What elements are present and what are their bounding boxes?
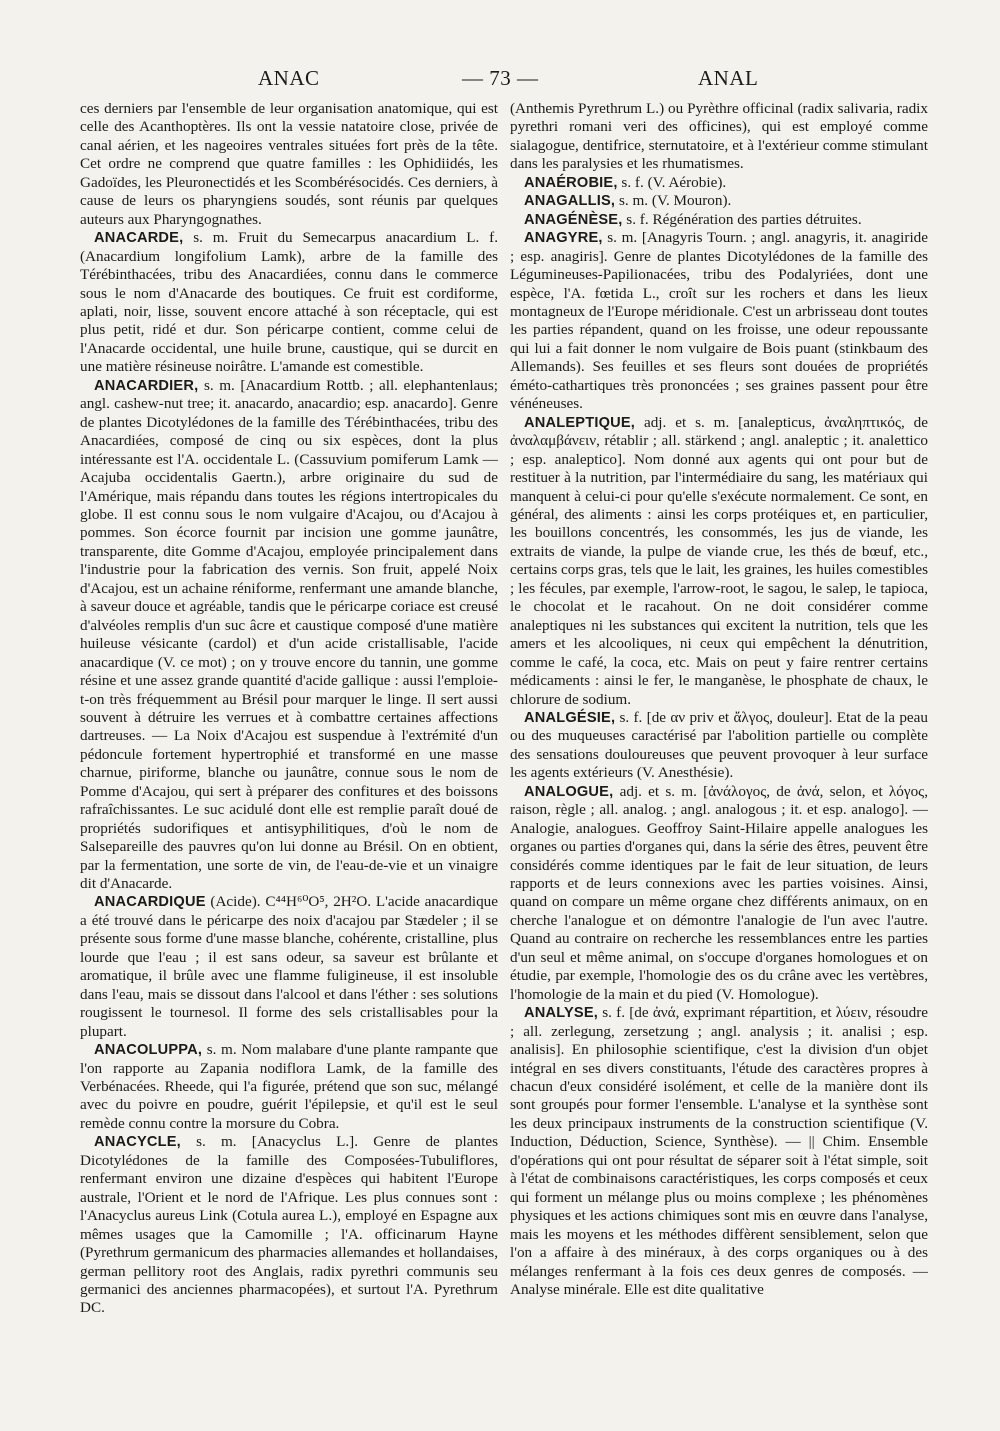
- header-right-guideword: ANAL: [698, 66, 759, 90]
- entry-text: s. f. [de αν priv et ἄλγος, douleur]. Etat de la peau ou des muqueuses caractérisé par l'abolition partielle ou complète des sensations douloureuses que peuvent provoquer à leur surface les agents extérieurs (V. Anesthésie).: [510, 708, 928, 782]
- dictionary-entry: [510, 211, 928, 229]
- dictionary-entry: [510, 174, 928, 192]
- entry-headword: ANAÉROBIE,: [524, 174, 618, 191]
- entry-text: adj. et s. m. [ἀνάλογος, de ἀνά, selon, et λόγος, raison, règle ; all. analog. ; angl. analogous ; it. et esp. analogo]. — Analogie, analogues. Geoffroy Saint-Hilaire appelle analogues les organes ou parties d'organes qui, dans la série des êtres, peuvent être considérés comme identiques par le fait de leur situation, de leurs rapports et de leurs connexions avec les parties voisines. Ainsi, quand on compare un même organe chez différents animaux, on en cherche l'analogue et on démontre l'analogie de l'un avec l'autre. Quand au contraire on recherche les ressemblances entre les parties d'un seul et même animal, on s'occupe d'organes homologues et on étudie, par exemple, l'homologie des os du crâne avec les vertèbres, l'homologie de la main et du pied (V. Homologue).: [510, 782, 928, 1003]
- entry-text: s. m. Nom malabare d'une plante rampante que l'on rapporte au Zapania nodiflora Lamk, de la famille des Verbénacées. Rheede, qui l'a figurée, prétend que son suc, mélangé avec du poivre en poudre, guérit l'épilepsie, et qu'il est le seul remède connu contre la morsure du Cobra.: [80, 1041, 498, 1132]
- entry-headword: ANALEPTIQUE,: [524, 414, 636, 431]
- entry-text: s. m. (V. Mouron).: [618, 192, 732, 210]
- entry-text: s. m. [Anacardium Rottb. ; all. elephantenlaus; angl. cashew-nut tree; it. anacardo, anacardio; esp. anacardo]. Genre de plantes Dicotylédones de la famille des Térébinthacées, tribu des Anacardiées, composé de cinq ou six espèces, dont la plus intéressante est l'A. occidentale L. (Cassuvium pomiferum Lamk — Acajuba occidentalis Gaertn.), arbre originaire du sud de l'Amérique, mais répandu dans toutes les régions intertropicales du globe. Il est connu sous le nom vulgaire d'Acajou, ou d'Acajou à pommes. Son écorce fournit par incision une gomme jaunâtre, transparente, dite Gomme d'Acajou, employée principalement dans l'industrie pour la fabrication des vernis. Son fruit, appelé Noix d'Acajou, est un achaine réniforme, renfermant une amande blanche, à saveur douce et agréable, tandis que le péricarpe coriace est creusé d'alvéoles remplis d'un suc âcre et caustique composé d'une matière huileuse vésicante (cardol) et d'un acide cristallisable, l'acide anacardique (V. ce mot) ; on y trouve encore du tannin, une gomme résine et une assez grande quantité d'acide gallique : aussi l'emploie-t-on très fréquemment au Brésil pour marquer le linge. Il sert aussi souvent à détruire les verrues et à combattre certaines affections dartreuses. — La Noix d'Acajou est suspendue à l'extrémité d'un pédoncule fortement hypertrophié et transformé en une masse charnue, piriforme, blanche ou jaunâtre, connue sous le nom de Pomme d'Acajou, qui sert à préparer des confitures et des boissons rafraîchissantes. Le suc acidulé dont elle est remplie paraît doué de propriétés sudorifiques et antisyphilitiques, d'où le nom de Salsepareille des pauvres qu'on lui donne au Brésil. On en obtient, par la fermentation, une sorte de vin, de l'eau-de-vie et un vinaigre dit d'Anacarde.: [80, 376, 498, 893]
- dictionary-entry: [80, 1041, 498, 1133]
- dictionary-entry: [510, 1004, 928, 1299]
- entry-text: s. m. [Anagyris Tourn. ; angl. anagyris, it. anagiride ; esp. anagiris]. Genre de plantes Dicotylédones de la famille des Légumineuses-Papilionacées, tribu des Podalyriées, dont une espèce, l'A. fœtida L., croît sur les rochers et dans les lieux montagneux de l'Europe méridionale. C'est un arbrisseau dont toutes les parties répandent, quand on les froisse, une odeur repoussante qui lui a fait donner le nom vulgaire de Bois puant (stinkbaum des Allemands). Ses feuilles et ses fleurs sont douées de propriétés éméto-cathartiques très prononcées ; ses graines passent pour être vénéneuses.: [510, 229, 928, 413]
- entry-text: s. f. Régénération des parties détruites.: [626, 210, 862, 228]
- entry-text: (Acide). C⁴⁴H⁶⁰O⁵, 2H²O. L'acide anacardique a été trouvé dans le péricarpe des noix d'acajou par Stædeler ; il se présente sous forme d'une masse blanche, cohérente, cristalline, plus lourde que l'eau ; il est sans odeur, sa saveur est brûlante et aromatique, il brûle avec une flamme fuligineuse, il est insoluble dans l'eau, mais se dissout dans l'alcool et dans l'éther : ses solutions rougissent le tournesol. Il forme des sels cristallisables pour la plupart.: [80, 893, 498, 1040]
- entry-headword: ANACARDIER,: [94, 377, 199, 394]
- entry-headword: ANALOGUE,: [524, 783, 614, 800]
- dictionary-entry: [510, 414, 928, 709]
- dictionary-entry: [80, 1133, 498, 1318]
- entry-text: (Anthemis Pyrethrum L.) ou Pyrèthre officinal (radix salivaria, radix pyrethri romani veri des officines), qui est employé comme sialagogue, dentifrice, sternutatoire, et à l'extérieur comme stimulant dans les paralysies et les rhumatismes.: [510, 100, 928, 173]
- entry-text: s. f. (V. Aérobie).: [621, 173, 727, 191]
- left-column: [80, 100, 498, 1400]
- running-head: [78, 66, 940, 92]
- dictionary-entry: [80, 893, 498, 1041]
- entry-continuation: [510, 100, 928, 174]
- entry-headword: ANAGYRE,: [524, 230, 603, 247]
- dictionary-entry: [80, 377, 498, 894]
- dictionary-entry: [510, 709, 928, 783]
- right-column: [510, 100, 928, 1400]
- entry-headword: ANALYSE,: [524, 1005, 599, 1022]
- header-left-guideword: ANAC: [258, 66, 320, 90]
- entry-headword: ANACARDE,: [94, 230, 184, 247]
- dictionary-entry: [510, 229, 928, 414]
- page-number: — 73 —: [462, 66, 539, 90]
- entry-headword: ANAGALLIS,: [524, 193, 616, 210]
- entry-headword: ANACYCLE,: [94, 1134, 181, 1151]
- entry-text: s. m. [Anacyclus L.]. Genre de plantes Dicotylédones de la famille des Composées-Tubuliflores, renfermant environ une dizaine d'espèces qui habitent l'Europe australe, l'Orient et le nord de l'Afrique. Les plus connues sont : l'Anacyclus aureus Link (Cotula aurea L.), employé en Espagne aux mêmes usages que la Camomille ; l'A. officinarum Hayne (Pyrethrum germanicum des pharmacies allemandes et hollandaises, german pellitory root des Anglais, radix pyrethri communis seu germanici des anciennes pharmacopées), et surtout l'A. Pyrethrum DC.: [80, 1133, 498, 1317]
- entry-headword: ANACOLUPPA,: [94, 1042, 203, 1059]
- entry-headword: ANAGÉNÈSE,: [524, 211, 623, 228]
- entry-text: s. f. [de ἀνά, exprimant répartition, et λύειν, résoudre ; all. zerlegung, zersetzung ; angl. analysis ; it. analisi ; esp. analisis]. En philosophie scientifique, c'est la division d'un objet intégral en ses divers constituants, l'étude des caractères propres à chacun d'eux considéré isolément, et celle de la manière dont ils sont groupés pour former l'ensemble. L'analyse et la synthèse sont les deux principaux instruments de la construction scientifique (V. Induction, Déduction, Science, Synthèse). — || Chim. Ensemble d'opérations qui ont pour résultat de séparer soit à l'état simple, soit à l'état de combinaisons caractéristiques, les corps composés et ceux qui forment un mélange plus ou moins complexe ; les phénomènes physiques et les actions chimiques sont mis en œuvre dans l'analyse, mais les moyens et les méthodes diffèrent sensiblement, selon que l'on a affaire à des minéraux, à des corps organiques ou à des mélanges renfermant à la fois ces deux genres de composés. — Analyse minérale. Elle est dite qualitative: [510, 1004, 928, 1298]
- dictionary-entry: [510, 783, 928, 1004]
- entry-text: adj. et s. m. [analepticus, ἀναληπτικός, de ἀναλαμβάνειν, rétablir ; all. stärkend ; angl. analeptic ; it. analettico ; esp. analeptico]. Nom donné aux agents qui ont pour but de restituer à la nutrition, par l'intermédiaire du sang, les matériaux qui manquent à celui-ci pour qu'elle s'exécute normalement. Ce sont, en général, des aliments : ainsi les corps protéiques et, en particulier, les bouillons concentrés, les consommés, les jus de viande, les extraits de viande, la pulpe de viande crue, les thés de bœuf, etc., certains corps gras, tels que le lait, les graines, les huiles comestibles ; les fécules, par exemple, l'arrow-root, le sagou, le salep, le tapioca, le chocolat et le racahout. On ne doit considérer comme analeptiques ni les substances qui excitent la nutrition, tels que les amers et les alcooliques, ni ceux qui empêchent la dénutrition, comme le café, la coca, etc. Mais on peut y faire rentrer certains médicaments : ainsi le fer, le manganèse, le phosphate de chaux, le chlorure de sodium.: [510, 413, 928, 708]
- entry-headword: ANALGÉSIE,: [524, 709, 616, 726]
- dictionary-entry: [510, 192, 928, 210]
- entry-headword: ANACARDIQUE: [94, 894, 206, 911]
- entry-text: s. m. Fruit du Semecarpus anacardium L. f. (Anacardium longifolium Lamk), arbre de la famille des Térébinthacées, tribu des Anacardiées, connu dans le commerce sous le nom d'Anacarde des boutiques. Ce fruit est cordiforme, aplati, noir, lisse, souvent encore attaché à son réceptacle, qui est plus petit, ridé et dur. Son péricarpe contient, comme celui de l'Anacarde occidental, une huile brune, caustique, qui se durcit en une matière résineuse noirâtre. L'amande est comestible.: [80, 229, 498, 376]
- entry-text: ces derniers par l'ensemble de leur organisation anatomique, qui est celle des Acanthoptères. Ils ont la vessie natatoire close, privée de canal aérien, et les nageoires ventrales situées fort près de la tête. Cet ordre ne comprend que quatre familles : les Ophidiidés, les Gadoïdes, les Pleuronectidés et les Scombérésocidés. Ces derniers, à cause de leurs os pharyngiens soudés, sont réunis par quelques auteurs aux Pharyngognathes.: [80, 100, 498, 228]
- dictionary-entry: [80, 229, 498, 377]
- entry-continuation: [80, 100, 498, 229]
